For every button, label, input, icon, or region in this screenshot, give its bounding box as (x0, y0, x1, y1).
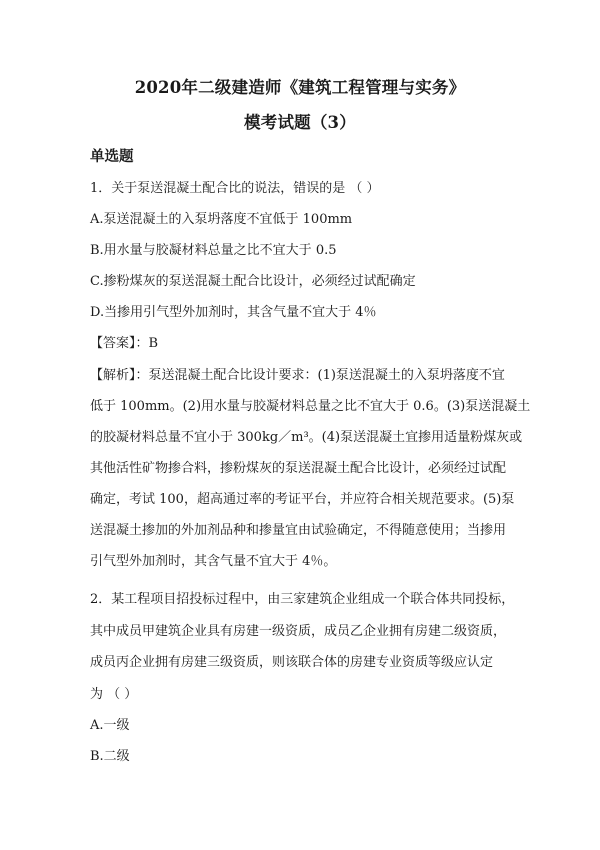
analysis-line: 其他活性矿物掺合料，掺粉煤灰的泵送混凝土配合比设计，必须经过试配 (90, 461, 507, 476)
question-1-option-b: B.用水量与胶凝材料总量之比不宜大于 0.5 (90, 243, 337, 258)
question-1-option-c: C.掺粉煤灰的泵送混凝土配合比设计，必须经过试配确定 (90, 274, 416, 289)
analysis-line: 引气型外加剂时，其含气量不宜大于 4％。 (90, 554, 337, 569)
question-1-stem: 1．关于泵送混凝土配合比的说法，错误的是 （ ） (90, 181, 380, 196)
question-1-answer (90, 332, 520, 351)
analysis-line: 的胶凝材料总量不宜小于 300kg／m³。(4)泵送混凝土宜掺用适量粉煤灰或 (90, 430, 523, 445)
answer-value: B (148, 336, 159, 351)
question-1-option-a: A.泵送混凝土的入泵坍落度不宜低于 100mm (90, 212, 353, 227)
question-2-stem-line: 其中成员甲建筑企业具有房建一级资质，成员乙企业拥有房建二级资质， (90, 624, 507, 639)
question-2-option-a: A.一级 (90, 718, 130, 733)
question-1-option-d: D.当掺用引气型外加剂时，其含气量不宜大于 4％ (90, 305, 377, 320)
analysis-line: 【解析】：泵送混凝土配合比设计要求：(1)泵送混凝土的入泵坍落度不宜 (90, 368, 505, 383)
section-heading: 单选题 (90, 148, 134, 165)
document-title: 2020年二级建造师《建筑工程管理与实务》 (134, 78, 466, 97)
analysis-line: 确定，考试 100，超高通过率的考证平台，并应符合相关规范要求。(5)泵 (90, 492, 515, 507)
question-2-option-b: B.二级 (90, 749, 130, 764)
analysis-line: 低于 100mm。(2)用水量与胶凝材料总量之比不宜大于 0.6。(3)泵送混凝土 (90, 399, 531, 414)
question-2-stem-line: 成员丙企业拥有房建三级资质，则该联合体的房建专业资质等级应认定 (90, 655, 494, 670)
question-2-stem-line: 为 （ ） (90, 687, 138, 702)
document-subtitle: 模考试题（3） (244, 113, 356, 132)
analysis-line: 送混凝土掺加的外加剂品种和掺量宜由试验确定，不得随意使用；当掺用 (90, 523, 507, 538)
answer-label: 【答案】： (90, 336, 149, 351)
question-2-stem-line: 2．某工程项目招投标过程中，由三家建筑企业组成一个联合体共同投标， (90, 592, 515, 607)
